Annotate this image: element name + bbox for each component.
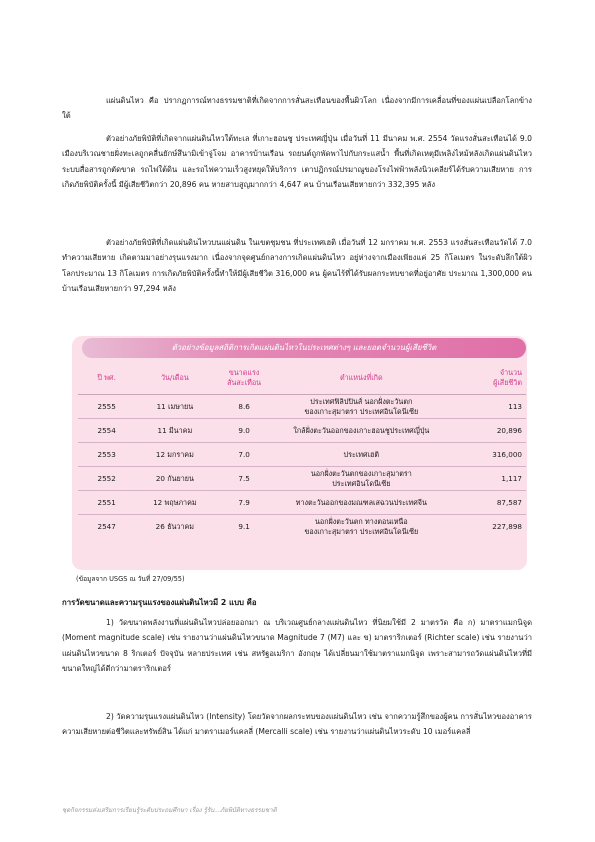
cell-deaths: 1,117 (449, 467, 526, 491)
header-magnitude-line2: สั่นสะเทือน (227, 378, 262, 387)
japan-example-paragraph: ตัวอย่างภัยพิบัติที่เกิดจากแผ่นดินไหวใต้ทะเล ที่เกาะฮอนชู ประเทศญี่ปุ่น เมื่อวันที่ 11 มีนาคม พ.ศ. 2554 วัดแรงสั่นสะเทือนได้ 9.0 เมืองบริเวณชายฝั่งทะเลถูกคลื่นยักษ์สึนามิเข้าจู่โจม อาคารบ้านเรือน รถยนต์ถูกพัดพาไปกับกระแสน้ำ พื้นที่เกิดเหตุมีเพลิงไหม้หลังเกิดแผ่นดินไหว ระบบสื่อสารถูกตัดขาด รถไฟใต้ดิน และรถไฟความเร็วสูงหยุดให้บริการ เตาปฏิกรณ์ปรมาณูของโรงไฟฟ้าพลังนิวเคลียร์ได้รับความเสียหาย การเกิดภัยพิบัติครั้งนี้ มีผู้เสียชีวิตกว่า 20,896 คน หายสาบสูญมากกว่า 4,647 คน บ้านเรือนเสียหายกว่า 332,395 หลัง (62, 134, 532, 189)
cell-date: 11 มีนาคม (135, 419, 214, 443)
cell-location-line1: ทางตะวันออกของมณฑลเสฉวนประเทศจีน (295, 497, 427, 507)
cell-date: 26 ธันวาคม (155, 521, 195, 531)
cell-year: 2553 (78, 443, 135, 467)
cell-location-line1: นอกฝั่งตะวันตกของเกาะสุมาตรา (310, 468, 412, 478)
cell-deaths: 87,587 (449, 491, 526, 515)
cell-date: 12 มกราคม (135, 443, 214, 467)
cell-location (274, 443, 449, 467)
header-magnitude (214, 362, 273, 395)
cell-year: 2554 (78, 419, 135, 443)
cell-deaths: 113 (449, 395, 526, 419)
header-date: วัน/เดือน (135, 362, 214, 395)
cell-year: 2555 (78, 395, 135, 419)
table-row (78, 491, 526, 515)
cell-year: 2552 (78, 467, 135, 491)
table-title: ตัวอย่างข้อมูลสถิติการเกิดแผ่นดินไหวในประเทศต่างๆ และยอดจำนวนผู้เสียชีวิต (82, 338, 526, 358)
intensity-paragraph: 2) วัดความรุนแรงแผ่นดินไหว (Intensity) โดยวัดจากผลกระทบของแผ่นดินไหว เช่น จากความรู้สึกของผู้คน การสั่นไหวของอาคาร ความเสียหายต่อชีวิตและทรัพย์สิน ได้แก่ มาตราเมอร์แคลลี่ (Mercalli scale) เช่น รายงานว่าแผ่นดินไหวระดับ 10 เมอร์แคลลี่ (62, 712, 532, 737)
cell-location-line1: ใกล้ฝั่งตะวันออกของเกาะฮอนชูประเทศญี่ปุ่น (293, 425, 430, 435)
table-row (78, 395, 526, 419)
header-deaths (449, 362, 526, 395)
cell-deaths: 227,898 (492, 521, 522, 531)
header-deaths-line1: จำนวน (499, 368, 522, 377)
cell-magnitude: 7.9 (214, 491, 273, 515)
cell-location (274, 467, 449, 491)
cell-magnitude: 9.0 (214, 419, 273, 443)
cell-year: 2551 (78, 491, 135, 515)
magnitude-paragraph: 1) วัดขนาดพลังงานที่แผ่นดินไหวปล่อยออกมา ณ บริเวณศูนย์กลางแผ่นดินไหว ที่นิยมใช้มี 2 มาตรวัด คือ ก) มาตราแมกนิจูด (Moment magnitude scale) เช่น รายงานว่าแผ่นดินไหวขนาด Magnitude 7 (M7) และ ข) มาตราริกเตอร์ (Richter scale) เช่น รายงานว่าแผ่นดินไหวขนาด 8 ริกเตอร์ ปัจจุบัน หลายประเทศ เช่น สหรัฐอเมริกา อังกฤษ ได้เปลี่ยนมาใช้มาตราแมกนิจูด เพราะสามารถวัดแผ่นดินไหวที่มีขนาดใหญ่ได้ดีกว่ามาตราริกเตอร์ (62, 618, 532, 673)
table-row (78, 443, 526, 467)
header-year: ปี พศ. (78, 362, 135, 395)
intro-paragraph: แผ่นดินไหว คือ ปรากฏการณ์ทางธรรมชาติที่เกิดจากการสั่นสะเทือนของพื้นผิวโลก เนื่องจากมีการเคลื่อนที่ของแผ่นเปลือกโลกข้างใต้ (62, 96, 532, 121)
cell-deaths: 20,896 (449, 419, 526, 443)
table-row (78, 515, 526, 539)
cell-location (274, 419, 449, 443)
cell-location-line1: ประเทศเฮติ (343, 449, 380, 459)
cell-magnitude: 8.6 (214, 395, 273, 419)
measurement-subheading: การวัดขนาดและความรุนแรงของแผ่นดินไหวมี 2 แบบ คือ (62, 598, 257, 607)
cell-location-line2: ของเกาะสุมาตรา ประเทศอินโดนีเซีย (304, 526, 419, 536)
table-row (78, 419, 526, 443)
table-row (78, 467, 526, 491)
haiti-example-paragraph: ตัวอย่างภัยพิบัติที่เกิดแผ่นดินไหวบนแผ่นดิน ในเขตชุมชน ที่ประเทศเฮติ เมื่อวันที่ 12 มกราคม พ.ศ. 2553 แรงสั่นสะเทือนวัดได้ 7.0 ทำความเสียหาย เกิดตามมาอย่างรุนแรงมาก เนื่องจากจุดศูนย์กลางการเกิดแผ่นดินไหว อยู่ห่างจากเมืองเพียงแค่ 25 กิโลเมตร ในระดับลึกใต้ผิวโลกประมาณ 13 กิโลเมตร การเกิดภัยพิบัติครั้งนี้ทำให้มีผู้เสียชีวิต 316,000 คน ผู้คนไร้ที่ได้รับผลกระทบขาดที่อยู่อาศัย ประมาณ 1,300,000 คน บ้านเรือนเสียหายกว่า 97,294 หลัง (62, 238, 532, 293)
cell-location (274, 491, 449, 515)
cell-magnitude: 7.0 (214, 443, 273, 467)
table-header-row (78, 362, 526, 395)
cell-magnitude: 7.5 (214, 467, 273, 491)
header-magnitude-line1: ขนาดแรง (228, 368, 260, 377)
cell-location-line2: ของเกาะสุมาตรา ประเทศอินโดนีเซีย (304, 406, 419, 416)
cell-date: 20 กันยายน (135, 467, 214, 491)
cell-date: 11 เมษายน (135, 395, 214, 419)
header-location: ตำแหน่งที่เกิด (274, 362, 449, 395)
cell-magnitude: 9.1 (238, 521, 250, 531)
data-source-note: (ข้อมูลจาก USGS ณ วันที่ 27/09/55) (76, 575, 185, 583)
page-footer: ชุดกิจกรรมส่งเสริมการเรียนรู้ระดับประถมศึกษา เรื่อง รู้รับ...ภัยพิบัติทางธรรมชาติ (62, 807, 277, 814)
cell-location (274, 515, 449, 539)
cell-deaths: 316,000 (449, 443, 526, 467)
cell-year: 2547 (97, 521, 116, 531)
cell-location-line2: ประเทศอินโดนีเซีย (332, 478, 391, 488)
earthquake-table (78, 362, 526, 538)
cell-location (274, 395, 449, 419)
cell-date: 12 พฤษภาคม (135, 491, 214, 515)
cell-location-line1: นอกฝั่งตะวันตก ทางตอนเหนือ (314, 516, 408, 526)
header-deaths-line2: ผู้เสียชีวิต (493, 378, 522, 387)
cell-location-line1: ประเทศฟิลิปปินส์ นอกฝั่งตะวันตก (310, 396, 413, 406)
